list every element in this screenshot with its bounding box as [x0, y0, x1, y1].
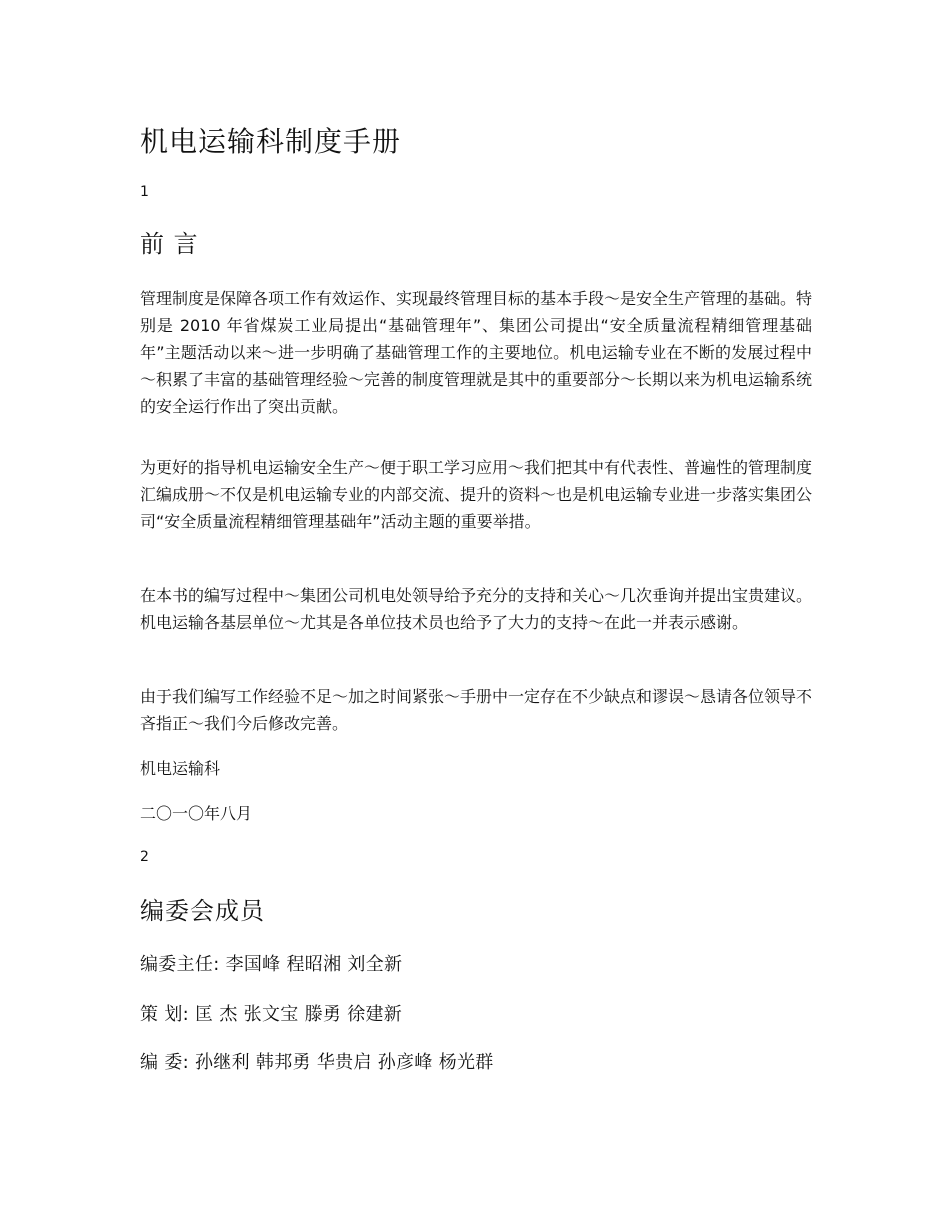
- committee-heading: 编委会成员: [140, 897, 265, 925]
- preface-paragraph: 在本书的编写过程中～集团公司机电处领导给予充分的支持和关心～几次垂询并提出宝贵建议。机电运输各基层单位～尤其是各单位技术员也给予了大力的支持～在此一并表示感谢。: [140, 586, 813, 632]
- preface-paragraph: 由于我们编写工作经验不足～加之时间紧张～手册中一定存在不少缺点和谬误～恳请各位领导不吝指正～我们今后修改完善。: [140, 687, 813, 733]
- preface-heading: 前 言: [140, 230, 199, 258]
- page-number: 2: [140, 849, 149, 865]
- preface-paragraph: 为更好的指导机电运输安全生产～便于职工学习应用～我们把其中有代表性、普遍性的管理制度汇编成册～不仅是机电运输专业的内部交流、提升的资料～也是机电运输专业进一步落实集团公司“安全质量流程精细管理基础年”活动主题的重要举措。: [140, 458, 813, 531]
- committee-member-line: 策 划: 匡 杰 张文宝 滕勇 徐建新: [140, 1004, 403, 1025]
- committee-member-line: 编委主任: 李国峰 程昭湘 刘全新: [140, 954, 403, 975]
- document-title: 机电运输科制度手册: [140, 125, 402, 158]
- preface-paragraph: 管理制度是保障各项工作有效运作、实现最终管理目标的基本手段～是安全生产管理的基础。特别是 2010 年省煤炭工业局提出“基础管理年”、集团公司提出“安全质量流程精细管理基础年”主题活动以来～进一步明确了基础管理工作的主要地位。机电运输专业在不断的发展过程中～积累了丰富的基础管理经验～完善的制度管理就是其中的重要部分～长期以来为机电运输系统的安全运行作出了突出贡献。: [140, 289, 813, 416]
- page-number: 1: [140, 184, 149, 200]
- committee-member-line: 编 委: 孙继利 韩邦勇 华贵启 孙彦峰 杨光群: [140, 1052, 494, 1073]
- preface-date: 二〇一〇年八月: [140, 804, 253, 823]
- preface-signature: 机电运输科: [140, 759, 221, 778]
